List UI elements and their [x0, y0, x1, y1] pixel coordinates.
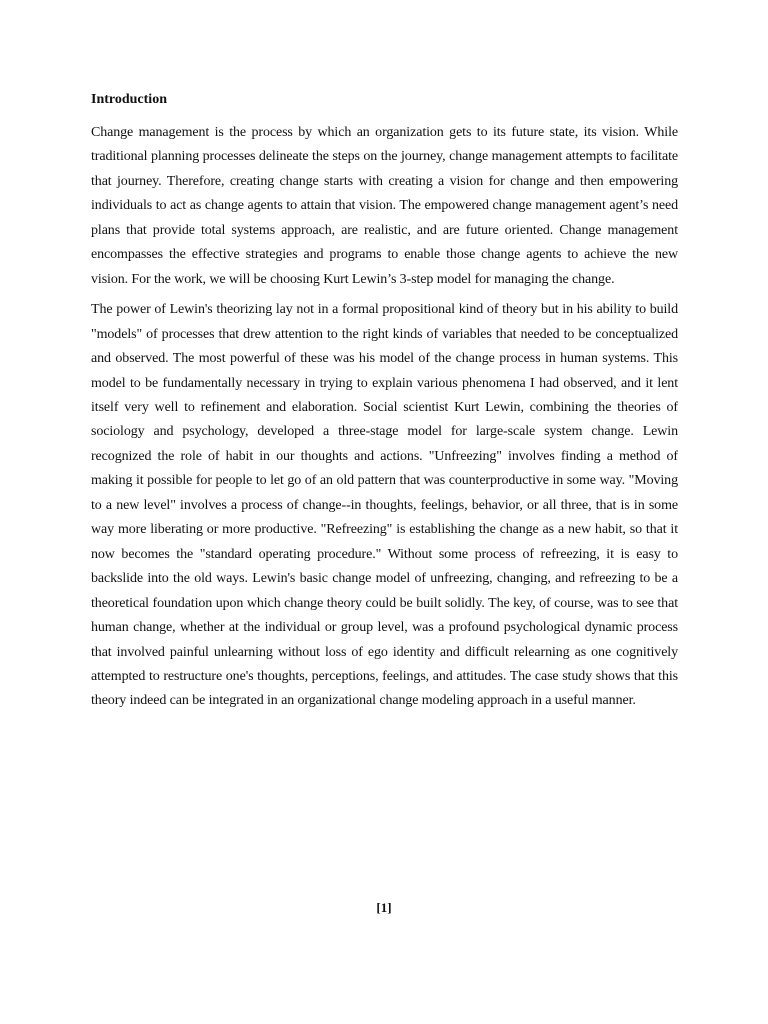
- page-number: [1]: [376, 900, 392, 915]
- section-heading: Introduction: [91, 92, 167, 107]
- paragraph-intro: Change management is the process by which an organization gets to its future state, its vision. While traditional planning processes delineate the steps on the journey, change management attempts to facilitate that journey. Therefore, creating change starts with creating a vision for change and then empowering individuals to act as change agents to attain that vision. The empowered change management agent’s need plans that provide total systems approach, are realistic, and are future oriented. Change management encompasses the effective strategies and programs to enable those change agents to achieve the new vision. For the work, we will be choosing Kurt Lewin’s 3-step model for managing the change.: [91, 125, 678, 287]
- document-page: [91, 86, 678, 720]
- paragraph-lewin: The power of Lewin's theorizing lay not in a formal propositional kind of theory but in his ability to build "models" of processes that drew attention to the right kinds of variables that needed to be conceptualized and observed. The most powerful of these was his model of the change process in human systems. This model to be fundamentally necessary in trying to explain various phenomena I had observed, and it lent itself very well to refinement and elaboration. Social scientist Kurt Lewin, combining the theories of sociology and psychology, developed a three-stage model for large-scale system change. Lewin recognized the role of habit in our thoughts and actions. "Unfreezing" involves finding a method of making it possible for people to let go of an old pattern that was counterproductive in some way. "Moving to a new level" involves a process of change--in thoughts, feelings, behavior, or all three, that is in some way more liberating or more productive. "Refreezing" is establishing the change as a new habit, so that it now becomes the "standard operating procedure." Without some process of refreezing, it is easy to backslide into the old ways. Lewin's basic change model of unfreezing, changing, and refreezing to be a theoretical foundation upon which change theory could be built solidly. The key, of course, was to see that human change, whether at the individual or group level, was a profound psychological dynamic process that involved painful unlearning without loss of ego identity and difficult relearning as one cognitively attempted to restructure one's thoughts, perceptions, feelings, and attitudes. The case study shows that this theory indeed can be integrated in an organizational change modeling approach in a useful manner.: [91, 302, 678, 709]
